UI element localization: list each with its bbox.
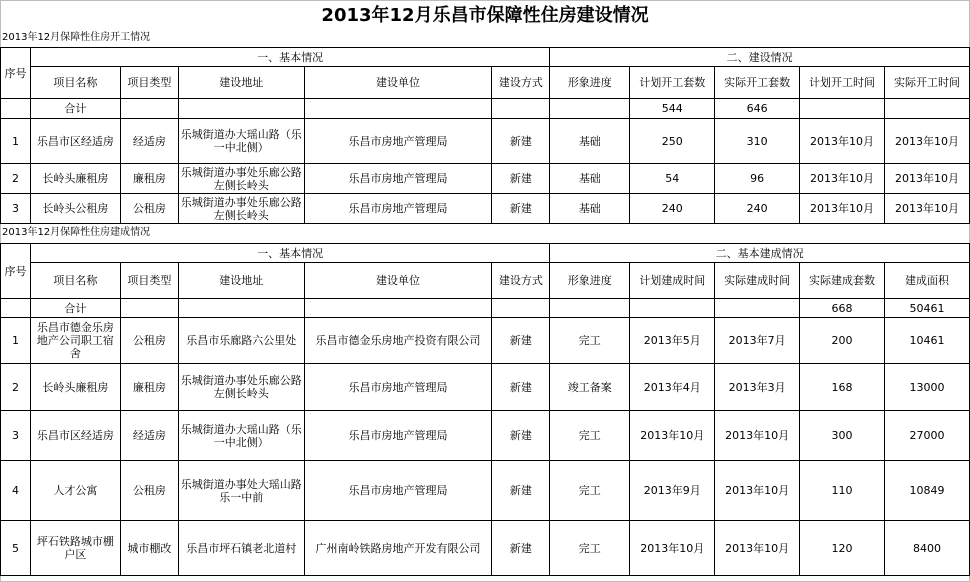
row-unit: 乐昌市房地产管理局 [304, 364, 492, 411]
header-name: 项目名称 [30, 67, 120, 99]
table-row [1, 461, 970, 521]
header-progress: 形象进度 [550, 263, 630, 299]
row-completed-units: 300 [800, 411, 885, 461]
row-plan-completion-time: 2013年5月 [630, 318, 715, 364]
group-build-header: 二、建设情况 [550, 48, 970, 67]
row-seq: 3 [1, 411, 31, 461]
row-seq: 2 [1, 364, 31, 411]
row-completed-area: 10461 [885, 318, 970, 364]
row-completed-units: 110 [800, 461, 885, 521]
row-actual-completion-time: 2013年10月 [715, 461, 800, 521]
seq-header: 序号 [1, 48, 31, 99]
row-actual-time: 2013年10月 [885, 164, 970, 194]
row-plan-completion-time: 2013年10月 [630, 521, 715, 576]
row-completed-area: 27000 [885, 411, 970, 461]
group-basic-header: 一、基本情况 [30, 244, 549, 263]
table-row [1, 318, 970, 364]
header-progress: 形象进度 [550, 67, 630, 99]
group-completion-header: 二、基本建成情况 [550, 244, 970, 263]
row-unit: 乐昌市房地产管理局 [304, 411, 492, 461]
row-seq: 4 [1, 461, 31, 521]
total-row [1, 99, 970, 119]
seq-header: 序号 [1, 244, 31, 299]
table-row [1, 194, 970, 224]
row-actual-units: 310 [715, 119, 800, 164]
row-method: 新建 [492, 364, 550, 411]
row-seq: 1 [1, 119, 31, 164]
header-completed-area: 建成面积 [885, 263, 970, 299]
header-method: 建设方式 [492, 263, 550, 299]
row-completed-area: 8400 [885, 521, 970, 576]
row-unit: 乐昌市房地产管理局 [304, 461, 492, 521]
header-name: 项目名称 [30, 263, 120, 299]
row-progress: 基础 [550, 194, 630, 224]
header-method: 建设方式 [492, 67, 550, 99]
row-method: 新建 [492, 461, 550, 521]
row-seq: 2 [1, 164, 31, 194]
total-planned-units: 544 [630, 99, 715, 119]
row-progress: 竣工备案 [550, 364, 630, 411]
row-completed-units: 168 [800, 364, 885, 411]
row-actual-completion-time: 2013年7月 [715, 318, 800, 364]
row-name: 人才公寓 [30, 461, 120, 521]
row-actual-completion-time: 2013年3月 [715, 364, 800, 411]
total-actual-units: 646 [715, 99, 800, 119]
row-type: 公租房 [120, 461, 178, 521]
table-row [1, 119, 970, 164]
row-progress: 完工 [550, 521, 630, 576]
table-row [1, 521, 970, 576]
header-unit: 建设单位 [304, 67, 492, 99]
row-seq: 5 [1, 521, 31, 576]
row-type: 廉租房 [120, 164, 178, 194]
header-address: 建设地址 [178, 263, 304, 299]
group-basic-header: 一、基本情况 [30, 48, 549, 67]
row-progress: 完工 [550, 411, 630, 461]
row-unit: 乐昌市房地产管理局 [304, 164, 492, 194]
row-unit: 乐昌市房地产管理局 [304, 194, 492, 224]
section-start-caption: 2013年12月保障性住房开工情况 [2, 32, 151, 43]
row-plan-completion-time: 2013年9月 [630, 461, 715, 521]
total-label: 合计 [30, 99, 120, 119]
row-type: 公租房 [120, 194, 178, 224]
row-type: 经适房 [120, 411, 178, 461]
row-address: 乐城街道办大瑶山路（乐一中北侧） [178, 411, 304, 461]
row-method: 新建 [492, 119, 550, 164]
row-completed-area: 13000 [885, 364, 970, 411]
header-type: 项目类型 [120, 67, 178, 99]
total-completed-area: 50461 [885, 299, 970, 318]
header-address: 建设地址 [178, 67, 304, 99]
table-row [1, 411, 970, 461]
row-progress: 完工 [550, 318, 630, 364]
row-type: 城市棚改 [120, 521, 178, 576]
section-completion-caption: 2013年12月保障性住房建成情况 [2, 227, 151, 238]
row-plan-completion-time: 2013年10月 [630, 411, 715, 461]
row-completed-units: 200 [800, 318, 885, 364]
row-progress: 基础 [550, 164, 630, 194]
row-plan-time: 2013年10月 [800, 164, 885, 194]
row-name: 坪石铁路城市棚户区 [30, 521, 120, 576]
row-plan-time: 2013年10月 [800, 194, 885, 224]
header-actual-completion-time: 实际建成时间 [715, 263, 800, 299]
row-name: 乐昌市区经适房 [30, 411, 120, 461]
row-name: 乐昌市德金乐房地产公司职工宿舍 [30, 318, 120, 364]
row-actual-units: 96 [715, 164, 800, 194]
row-type: 公租房 [120, 318, 178, 364]
total-row [1, 299, 970, 318]
row-planned-units: 240 [630, 194, 715, 224]
row-method: 新建 [492, 194, 550, 224]
row-name: 长岭头廉租房 [30, 164, 120, 194]
row-plan-time: 2013年10月 [800, 119, 885, 164]
row-method: 新建 [492, 318, 550, 364]
table-row [1, 364, 970, 411]
header-planned-units: 计划开工套数 [630, 67, 715, 99]
row-actual-time: 2013年10月 [885, 194, 970, 224]
row-planned-units: 54 [630, 164, 715, 194]
row-progress: 完工 [550, 461, 630, 521]
row-seq: 3 [1, 194, 31, 224]
row-name: 长岭头公租房 [30, 194, 120, 224]
page-title: 2013年12月乐昌市保障性住房建设情况 [321, 5, 649, 26]
row-address: 乐城街道办事处乐廊公路左侧长岭头 [178, 164, 304, 194]
row-unit: 乐昌市房地产管理局 [304, 119, 492, 164]
row-address: 乐昌市乐廊路六公里处 [178, 318, 304, 364]
header-actual-time: 实际开工时间 [885, 67, 970, 99]
total-label: 合计 [30, 299, 120, 318]
row-method: 新建 [492, 521, 550, 576]
row-name: 乐昌市区经适房 [30, 119, 120, 164]
row-address: 乐城街道办大瑶山路（乐一中北侧） [178, 119, 304, 164]
row-unit: 广州南岭铁路房地产开发有限公司 [304, 521, 492, 576]
header-actual-units: 实际开工套数 [715, 67, 800, 99]
row-method: 新建 [492, 164, 550, 194]
row-actual-completion-time: 2013年10月 [715, 411, 800, 461]
row-address: 乐城街道办事处大瑶山路乐一中前 [178, 461, 304, 521]
completion-table [0, 243, 970, 576]
row-actual-units: 240 [715, 194, 800, 224]
row-name: 长岭头廉租房 [30, 364, 120, 411]
header-plan-completion-time: 计划建成时间 [630, 263, 715, 299]
row-completed-units: 120 [800, 521, 885, 576]
row-address: 乐城街道办事处乐廊公路左侧长岭头 [178, 194, 304, 224]
row-actual-completion-time: 2013年10月 [715, 521, 800, 576]
row-unit: 乐昌市德金乐房地产投资有限公司 [304, 318, 492, 364]
header-plan-time: 计划开工时间 [800, 67, 885, 99]
row-completed-area: 10849 [885, 461, 970, 521]
row-type: 廉租房 [120, 364, 178, 411]
row-method: 新建 [492, 411, 550, 461]
row-plan-completion-time: 2013年4月 [630, 364, 715, 411]
header-unit: 建设单位 [304, 263, 492, 299]
row-actual-time: 2013年10月 [885, 119, 970, 164]
row-type: 经适房 [120, 119, 178, 164]
row-progress: 基础 [550, 119, 630, 164]
row-address: 乐城街道办事处乐廊公路左侧长岭头 [178, 364, 304, 411]
table-row [1, 164, 970, 194]
row-address: 乐昌市坪石镇老北道村 [178, 521, 304, 576]
total-completed-units: 668 [800, 299, 885, 318]
header-type: 项目类型 [120, 263, 178, 299]
row-seq: 1 [1, 318, 31, 364]
start-table [0, 47, 970, 224]
header-completed-units: 实际建成套数 [800, 263, 885, 299]
row-planned-units: 250 [630, 119, 715, 164]
